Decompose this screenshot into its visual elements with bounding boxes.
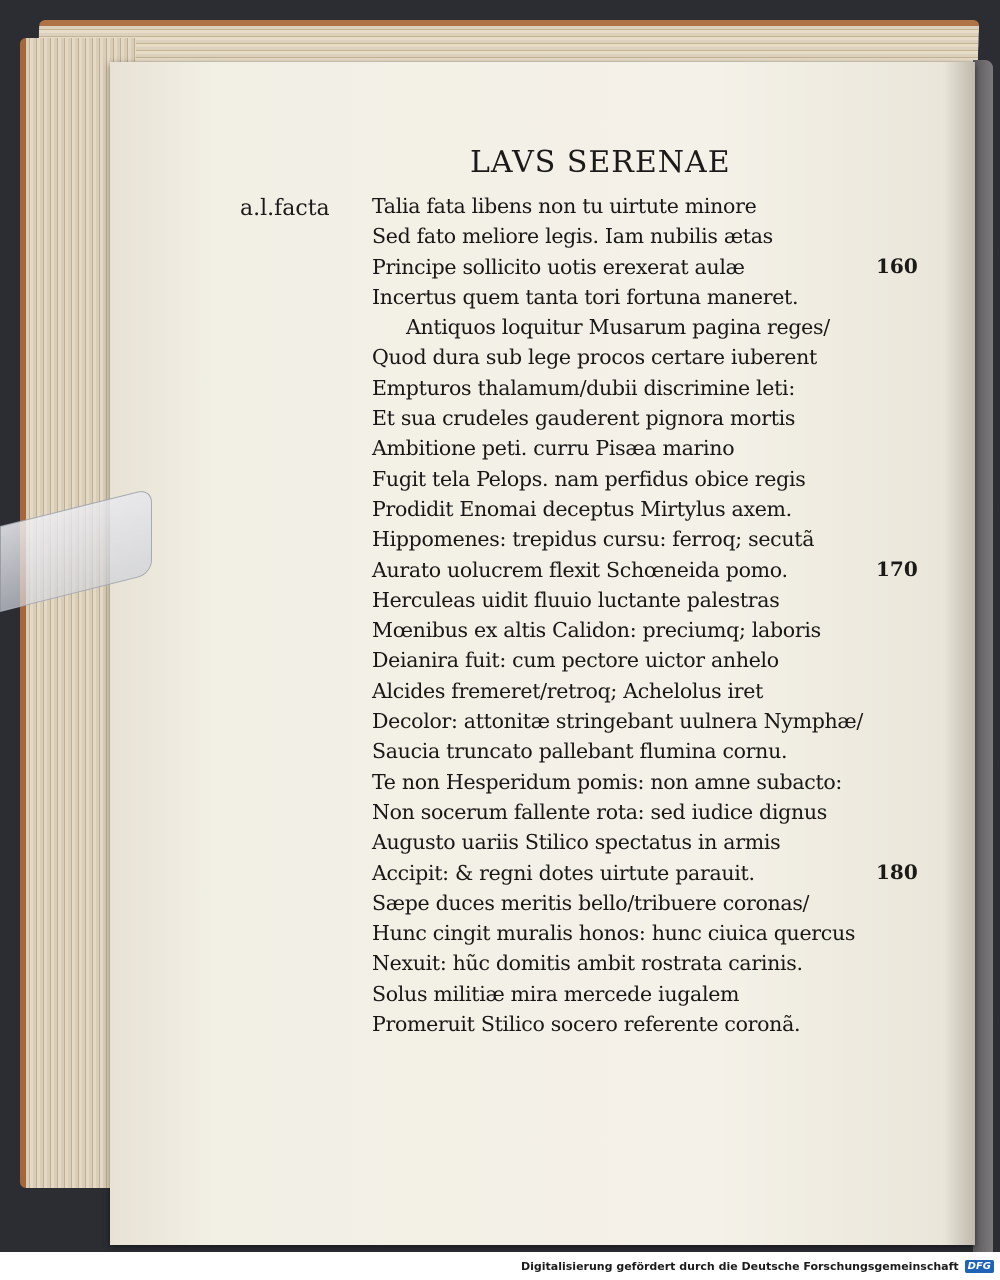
book-cover-edge: [973, 60, 993, 1260]
dfg-logo-icon: DFG: [965, 1260, 994, 1273]
verse-line: Prodidit Enomai deceptus Mirtylus axem.: [372, 496, 792, 521]
verse-line: Augusto uariis Stilico spectatus in armis: [372, 830, 781, 855]
verse-line: Accipit: & regni dotes uirtute parauit.: [372, 860, 755, 885]
verse-line: Hippomenes: trepidus cursu: ferroq; secutã: [372, 527, 815, 552]
verse-line: Antiquos loquitur Musarum pagina reges/: [406, 315, 830, 340]
line-number: 170: [876, 556, 918, 581]
page-gutter-shadow: [945, 62, 975, 1245]
verse-line: Nexuit: hũc domitis ambit rostrata carinis.: [372, 951, 803, 976]
verse-line: Hunc cingit muralis honos: hunc ciuica quercus: [372, 921, 856, 946]
verse-line: Talia fata libens non tu uirtute minore: [372, 194, 757, 218]
verse-line: Promeruit Stilico socero referente coronã.: [372, 1012, 801, 1037]
verse-line: Herculeas uidit fluuio luctante palestras: [372, 587, 780, 612]
verse-line: Mœnibus ex altis Calidon: preciumq; laboris: [372, 618, 821, 643]
verse-line: Sæpe duces meritis bello/tribuere coronas/: [372, 890, 810, 915]
verse-line: Et sua crudeles gauderent pignora mortis: [372, 406, 796, 431]
verse-line: Non socerum fallente rota: sed iudice dignus: [372, 799, 827, 824]
verse-line: Solus militiæ mira mercede iugalem: [372, 981, 740, 1006]
verse-line: Sed fato meliore legis. Iam nubilis ætas: [372, 224, 773, 249]
line-number: 180: [876, 859, 918, 884]
verse-line: Empturos thalamum/dubii discrimine leti:: [372, 375, 795, 400]
footer: [521, 1254, 994, 1278]
verse-line: Aurato uolucrem flexit Schœneida pomo.: [372, 557, 788, 582]
verse-list: [372, 191, 864, 1039]
verse-line: Te non Hesperidum pomis: non amne subacto:: [372, 769, 843, 794]
verse-line: Deianira fuit: cum pectore uictor anhelo: [372, 648, 779, 673]
running-head: LAVS SERENAE: [470, 145, 731, 180]
margin-note: a.l.facta: [240, 196, 330, 221]
verse-line: Saucia truncato pallebant flumina cornu.: [372, 739, 788, 764]
verse-line: Quod dura sub lege procos certare iuberent: [372, 345, 817, 370]
verse-line: Decolor: attonitæ stringebant uulnera Nymphæ/: [372, 709, 864, 734]
verse-line: Alcides fremeret/retroq; Achelolus iret: [372, 678, 764, 703]
verse-line: Fugit tela Pelops. nam perfidus obice regis: [372, 466, 806, 491]
verse-line: Ambitione peti. curru Pisæa marino: [372, 436, 735, 461]
footer-credit: Digitalisierung gefördert durch die Deutsche Forschungsgemeinschaft: [520, 1259, 959, 1273]
verse-line: Principe sollicito uotis erexerat aulæ: [372, 254, 745, 279]
line-number: 160: [876, 253, 918, 278]
verse-line: Incertus quem tanta tori fortuna maneret.: [372, 284, 799, 309]
